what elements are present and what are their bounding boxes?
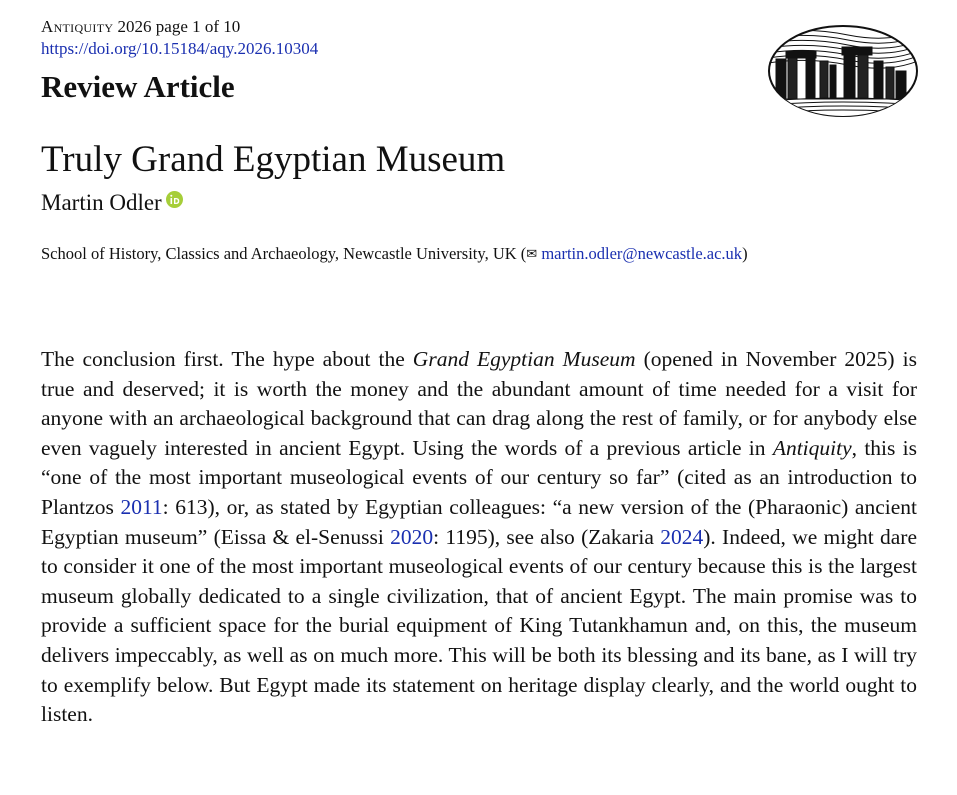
body-sentence-5: : 1195), see also (Zakaria [433, 524, 661, 549]
page-info: 2026 page 1 of 10 [117, 17, 241, 36]
affiliation [41, 243, 748, 266]
ref-zakaria-2024[interactable]: 2024 [660, 524, 704, 549]
author-row [41, 188, 183, 218]
ref-eissa-2020[interactable]: 2020 [390, 524, 434, 549]
article-type: Review Article [41, 69, 235, 104]
museum-name: Grand Egyptian Museum [412, 347, 636, 371]
journal-italic: Antiquity [772, 435, 852, 460]
body-paragraph [41, 345, 917, 730]
stonehenge-engraving-logo [768, 25, 918, 117]
email-link[interactable]: martin.odler@newcastle.ac.uk [541, 244, 743, 263]
affiliation-close: ) [742, 244, 748, 263]
affiliation-text: School of History, Classics and Archaeology, Newcastle University, UK ( [41, 244, 527, 263]
journal-name: Antiquity [41, 17, 114, 36]
body-sentence-2: (opened in November 2025) is true and deserved; it is worth the money and the abundant amount of time needed for a visit for anyone with an archaeological background that can drag along the rest of family, or for anybody else even vaguely interested in ancient Egypt. Using the words of a previous article in [41, 347, 917, 460]
journal-line [41, 17, 240, 37]
body-sentence-3: , this is “one of the most important museological events of our century so far” (cited as an introduction to Plantzos [41, 435, 917, 519]
body-sentence-1: The conclusion first. The hype about the [41, 347, 413, 371]
orcid-icon[interactable] [166, 191, 183, 208]
mail-icon: ✉ [526, 246, 538, 261]
article-title: Truly Grand Egyptian Museum [41, 139, 506, 180]
author-name: Martin Odler [41, 190, 162, 215]
doi-link[interactable]: https://doi.org/10.15184/aqy.2026.10304 [41, 39, 319, 58]
body-sentence-4: : 613), or, as stated by Egyptian colleagues: “a new version of the (Pharaonic) ancient Egyptian museum” (Eissa & el-Senussi [41, 494, 917, 549]
ref-plantzos-2011[interactable]: 2011 [120, 494, 163, 519]
body-sentence-6: ). Indeed, we might dare to consider it one of the most important museological events of our century because this is the largest museum globally dedicated to a single civilization, that of ancient Egypt. The main promise was to provide a sufficient space for the burial equipment of King Tutankhamun and, on this, the museum delivers impeccably, as well as on much more. This will be both its blessing and its bane, as I will try to exemplify below. But Egypt made its statement on heritage display clearly, and the world ought to listen. [41, 524, 918, 727]
